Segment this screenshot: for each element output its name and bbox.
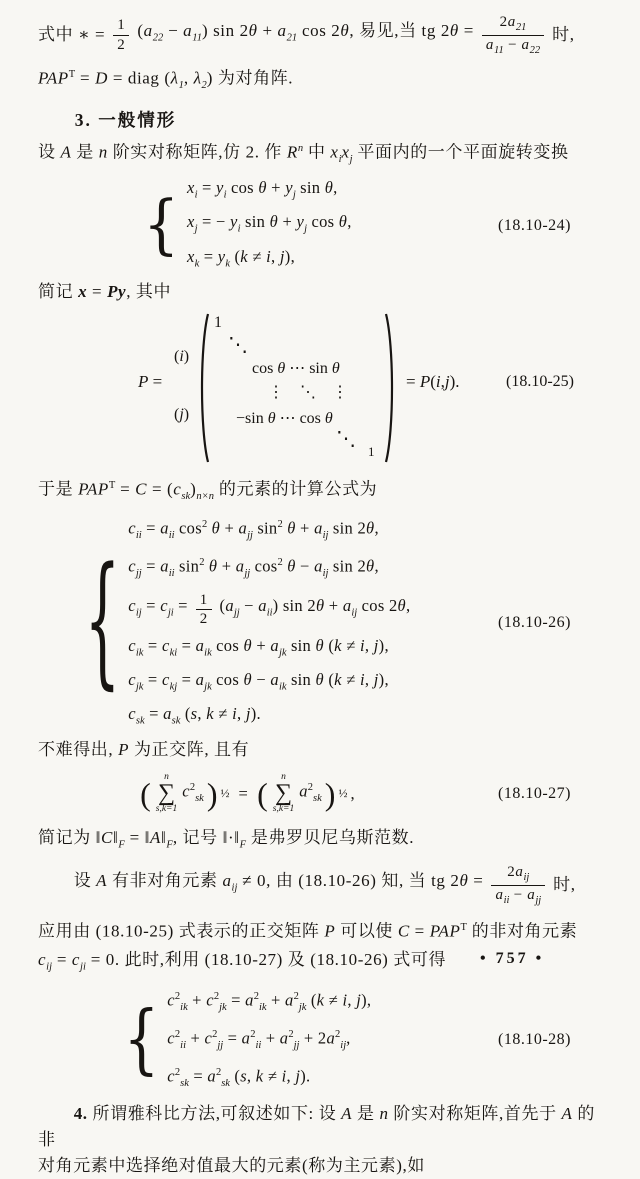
summation [156,773,177,815]
matrix-left-paren [196,312,210,464]
equation-body [38,773,457,815]
equation-body [38,177,457,275]
fraction [482,14,544,56]
formula-segment: $(a_{22} - a_{11})$ $\sin 2\theta + a_{21}$ cos 2θ, 易见,当 tg 2θ = [137,21,474,44]
fraction [196,592,212,628]
sum-term: $c^2_{sk}$ [182,781,204,804]
equation-number: (18.10-24) [498,217,571,235]
matrix-row-label-j: (j) [174,406,190,424]
formula-line: $c_{jj} = a_{ii}$ $\sin^2 \theta + a_{jj}$ $\cos^2 \theta - a_{ij}$ sin 2θ, [128,556,379,579]
paragraph-jacobi-method-line-1: 4. 所谓雅科比方法,可叙述如下: 设 A 是 n 阶实对称矩阵,首先于 A 的非 [38,1103,595,1149]
fraction-numerator: $2a_{ij}$ [491,864,545,886]
equation-body [38,986,457,1094]
system-lines [167,986,371,1094]
formula-segment: 时, [552,25,575,45]
formula-line: $x_k = y_k$ (k ≠ i, j), [187,246,296,270]
equation-18-10-25 [38,310,612,468]
fraction-denominator: 2 [199,611,208,628]
intro-line-1 [38,12,612,58]
paragraph-setup: 设 A 是 n 阶实对称矩阵,仿 2. 作 $R^n$ 中 $x_ix_j$ 平面内的一个平面旋转变换 [38,142,569,166]
formula-segment: $c_{ij} = c_{ji}$ = [128,596,188,619]
equation-number: (18.10-28) [498,1031,571,1049]
equation-body [38,514,457,732]
exponent-half: ½ [338,786,348,801]
matrix-rhs: = P(i,j). [406,372,460,392]
sum-lower-limit: s,k=1 [272,804,295,814]
paragraph-frobenius: 简记为 $‖C‖_F$ = $‖A‖_F$, 记号 $‖\cdot‖_F$ 是弗罗贝尼乌斯范数. [38,827,415,850]
equation-18-10-26 [38,514,612,732]
paragraph-budechu: 不难得出, P 为正交阵, 且有 [38,739,250,759]
formula-line: $c^2_{ii} + c^2_{jj} = a^2_{ii} + a^2_{jj} + 2a^2_{ij}$, [167,1028,351,1051]
paragraph-yingyong: 应用由 (18.10-25) 式表示的正交矩阵 P 可以使 $C = PAP^T$ 的非对角元素 [38,921,578,941]
system-brace: { [143,188,179,263]
sum-lower-limit: s,k=1 [155,804,178,814]
matrix-cell-one-top: 1 [214,314,222,332]
intro-line-2: $PAP^T = D$ = diag ($\lambda_1$, $\lambda_2$) 为对角阵. [38,68,294,92]
equation-number: (18.10-25) [506,373,574,391]
matrix-middle-dots: ⋮⋱⋮ [268,384,364,402]
paragraph-she-a [38,862,612,908]
formula-line: $c_{ii} = a_{ii}$ $\cos^2 \theta + a_{jj}$ $\sin^2 \theta + a_{ij}$ sin 2θ, [128,518,379,541]
left-paren: ( [140,775,151,812]
matrix-row-label-i: (i) [174,348,190,366]
formula-segment: 设 A 有非对角元素 $a_{ij} \ne 0$, 由 (18.10-26) 知, 当 tg 2θ = [73,871,484,894]
exponent-half: ½ [220,786,230,801]
formula-segment: 式中 ∗ = [38,25,106,45]
sum-upper-limit: n [164,771,169,782]
matrix-cell-one-bottom: 1 [368,444,375,460]
equation-number: (18.10-26) [498,614,571,632]
matrix-diag-dots-bottom: ⋱ [336,428,358,451]
fraction [113,17,129,53]
paragraph-jacobi-method-line-2: 对角元素中选择绝对值最大的元素(称为主元素),如 [38,1155,425,1175]
formula-line [128,590,410,630]
system-lines [128,514,410,732]
matrix-row-j: −sin θ ⋯ cos θ [236,410,333,428]
fraction-denominator: $a_{11} - a_{22}$ [485,36,541,56]
system-brace: { [123,995,160,1084]
formula-line: $c_{sk} = a_{sk}$ (s, k ≠ i, j). [128,704,261,727]
equation-18-10-24 [38,177,612,275]
fraction-numerator: 1 [196,592,212,611]
sum-upper-limit: n [281,771,286,782]
formula-line: $x_i = y_i$ $\cos \theta + y_j$ sin θ, [187,178,338,201]
equation-18-10-27 [38,768,612,820]
left-paren: ( [257,775,268,812]
fraction [491,864,545,906]
fraction-denominator: 2 [117,36,126,53]
formula-line: $c_{jk} = c_{kj} = a_{jk}$ $\cos \theta - a_{ik}$ sin θ (k ≠ i, j), [128,670,389,693]
formula-line: $c^2_{ik} + c^2_{jk} = a^2_{ik} + a^2_{jk}$ (k ≠ i, j), [167,990,372,1013]
formula-segment: 时, [553,875,576,895]
matrix-right-paren [384,312,398,464]
right-paren: ) [206,775,218,812]
paragraph-cij-zero: $c_{ij} = c_{ji} = 0$. 此时,利用 (18.10-27) 及 (18.10-26) 式可得 [38,949,447,973]
formula-line: $c^2_{sk} = a^2_{sk}$ (s, k ≠ i, j). [167,1066,311,1089]
equation-number: (18.10-27) [498,784,571,802]
system-lines [187,177,352,275]
formula-segment: $(a_{jj} - a_{ii})$ $\sin 2\theta + a_{ij}$ cos 2θ, [219,596,411,619]
section-heading-3: 3. 一般情形 [74,110,177,131]
system-brace: { [84,539,121,705]
sigma-symbol: ∑ [274,780,293,807]
matrix-lhs: P = [138,372,163,392]
summation [273,773,294,815]
equation-18-10-28 [38,986,612,1094]
formula-line: $c_{ik} = c_{ki} = a_{ik}$ $\cos \theta + a_{jk}$ sin θ (k ≠ i, j), [128,635,389,659]
paragraph-jianji: 简记 x = Py, 其中 [38,282,172,302]
paragraph-yushi: 于是 $PAP^T = C = (c_{sk})_{n\times n}$ 的元素的计算公式为 [38,479,378,503]
right-paren: ) [324,775,336,812]
comma: , [350,783,355,803]
matrix-row-i: cos θ ⋯ sin θ [252,360,340,378]
formula-line: $x_j$ = − $y_i$ $\sin \theta + y_j$ cos θ, [187,212,352,235]
sigma-symbol: ∑ [157,780,176,807]
page-number: • 757 • [480,950,545,967]
matrix-diag-dots-top: ⋱ [228,334,250,357]
fraction-numerator: 1 [113,17,129,36]
fraction-denominator: $a_{ii} - a_{jj}$ [495,886,542,906]
equals-sign: = [238,783,249,803]
fraction-numerator: $2a_{21}$ [482,14,544,36]
sum-term: $a^2_{sk}$ [299,781,322,804]
